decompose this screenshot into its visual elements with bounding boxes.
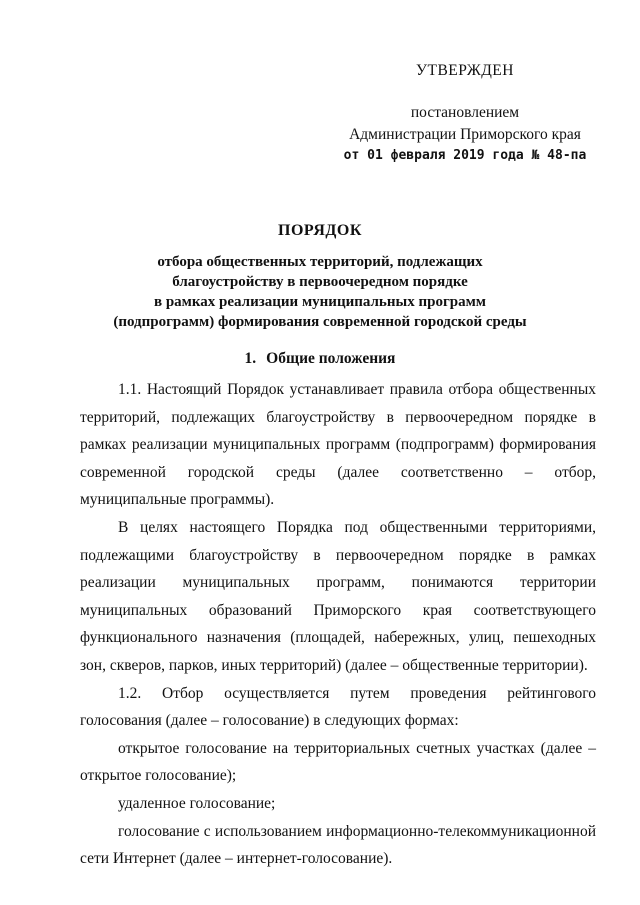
paragraph: В целях настоящего Порядка под общественными территориями, подлежащими благоустройству в первоочередном порядке в рамках реализации муниципальных программ, понимаются территории муниципальных образований Приморского края соответствующего функционального назначения (площадей, набережных, улиц, пешеходных зон, скверов, парков, иных территорий) (далее – общественные территории). bbox=[80, 518, 596, 674]
subtitle-line: в рамках реализации муниципальных программ bbox=[153, 294, 487, 310]
paragraph: 1.2. Отбор осуществляется путем проведения рейтингового голосования (далее – голосование) в следующих формах: bbox=[80, 684, 596, 730]
paragraph: удаленное голосование; bbox=[118, 794, 276, 812]
approval-administration: Администрации Приморского края bbox=[349, 126, 581, 143]
subtitle-line: благоустройству в первоочередном порядке bbox=[172, 274, 468, 290]
paragraph: 1.1. Настоящий Порядок устанавливает правила отбора общественных территорий, подлежащих благоустройству в первоочередном порядке в рамках реализации муниципальных программ (подпрограмм) формирования современной городской среды (далее соответственно – отбор, муниципальные программы). bbox=[80, 381, 596, 509]
document-title: ПОРЯДОК bbox=[278, 222, 362, 239]
document-body bbox=[80, 376, 596, 873]
approval-stamp-title: УТВЕРЖДЕН bbox=[416, 62, 514, 79]
paragraph: голосование с использованием информационно-телекоммуникационной сети Интернет (далее – интернет-голосование). bbox=[80, 822, 596, 868]
approval-by-decree: постановлением bbox=[410, 104, 520, 121]
section-heading bbox=[60, 350, 580, 368]
section-number: 1. bbox=[244, 350, 257, 367]
paragraph: открытое голосование на территориальных счетных участках (далее – открытое голосование); bbox=[80, 739, 596, 785]
subtitle-line: отбора общественных территорий, подлежащих bbox=[157, 254, 483, 270]
section-title: Общие положения bbox=[266, 350, 396, 367]
document-subtitle bbox=[60, 252, 580, 332]
approval-date-number: от 01 февраля 2019 года № 48-па bbox=[343, 148, 587, 163]
subtitle-line: (подпрограмм) формирования современной городской среды bbox=[113, 314, 527, 330]
